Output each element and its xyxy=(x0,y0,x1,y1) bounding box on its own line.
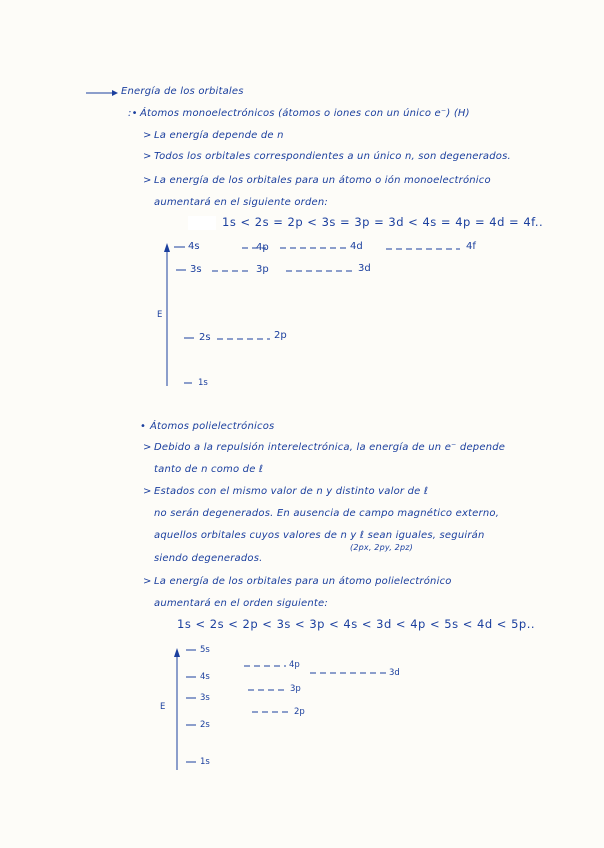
level-5s: 5s xyxy=(200,645,210,655)
poly-heading: Átomos polielectrónicos xyxy=(150,421,275,432)
level-4p: 4p xyxy=(289,660,300,670)
level-3p: 3p xyxy=(290,684,301,694)
bullet-arrow-icon: > xyxy=(143,151,152,162)
poly-bullet-2-note: (2px, 2py, 2pz) xyxy=(350,543,413,552)
level-3d: 3d xyxy=(358,263,371,274)
mono-bullet-3a: La energía de los orbitales para un átomo o ión monoelectrónico xyxy=(154,175,491,186)
level-4s: 4s xyxy=(200,672,210,682)
poly-bullet-2c: aquellos orbitales cuyos valores de n y ℓ sean iguales, seguirán xyxy=(154,530,485,541)
level-1s: 1s xyxy=(198,378,208,388)
level-2s: 2s xyxy=(199,332,211,343)
bullet-dot-icon: :• xyxy=(128,108,138,119)
mono-bullet-1: La energía depende de n xyxy=(154,130,284,141)
level-4s: 4s xyxy=(188,241,200,252)
poly-bullet-3a: La energía de los orbitales para un átomo polielectrónico xyxy=(154,576,452,587)
level-4d: 4d xyxy=(350,241,363,252)
level-2p: 2p xyxy=(294,707,305,717)
level-4f: 4f xyxy=(466,241,476,252)
level-3d: 3d xyxy=(389,668,400,678)
mono-bullet-3b: aumentará en el siguiente orden: xyxy=(154,197,328,208)
level-3s: 3s xyxy=(200,693,210,703)
bullet-arrow-icon: > xyxy=(143,576,152,587)
poly-bullet-2a: Estados con el mismo valor de n y distinto valor de ℓ xyxy=(154,486,429,497)
level-2p: 2p xyxy=(274,330,287,341)
section-title: Energía de los orbitales xyxy=(121,86,244,97)
bullet-dot-icon: • xyxy=(140,421,147,432)
poly-bullet-2b: no serán degenerados. En ausencia de campo magnético externo, xyxy=(154,508,500,519)
mono-order-formula: 1s < 2s = 2p < 3s = 3p = 3d < 4s = 4p = 4d = 4f.. xyxy=(222,215,544,229)
bullet-arrow-icon: > xyxy=(143,130,152,141)
poly-bullet-2d: siendo degenerados. xyxy=(154,553,263,564)
bullet-arrow-icon: > xyxy=(143,486,152,497)
mono-bullet-2: Todos los orbitales correspondientes a un único n, son degenerados. xyxy=(154,151,511,162)
poly-bullet-3b: aumentará en el orden siguiente: xyxy=(154,598,328,609)
bullet-arrow-icon: > xyxy=(143,442,152,453)
level-3p: 3p xyxy=(256,264,269,275)
axis-label-e: E xyxy=(157,310,163,320)
poly-bullet-1b: tanto de n como de ℓ xyxy=(154,464,264,475)
level-2s: 2s xyxy=(200,720,210,730)
level-1s: 1s xyxy=(200,757,210,767)
axis-label-e: E xyxy=(160,702,166,712)
energy-axis-arrow-icon xyxy=(174,648,180,657)
level-4p: 4p xyxy=(256,242,269,253)
level-3s: 3s xyxy=(190,264,202,275)
mono-heading: Átomos monoelectrónicos (átomos o iones con un único e⁻) (H) xyxy=(140,108,470,119)
poly-bullet-1a: Debido a la repulsión interelectrónica, la energía de un e⁻ depende xyxy=(154,442,506,453)
bullet-arrow-icon: > xyxy=(143,175,152,186)
poly-order-formula: 1s < 2s < 2p < 3s < 3p < 4s < 3d < 4p < 5s < 4d < 5p.. xyxy=(177,617,536,631)
